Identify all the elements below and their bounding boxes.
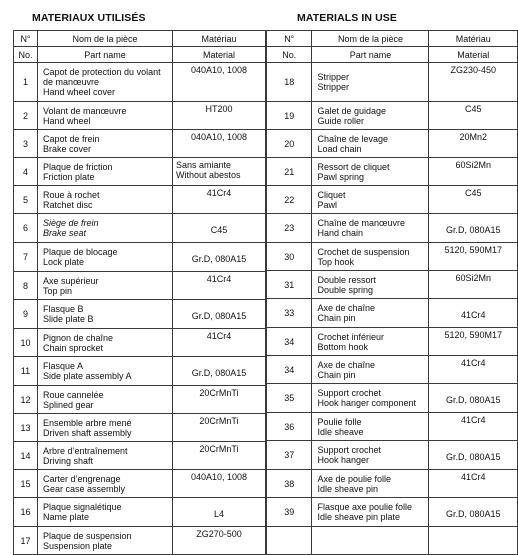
material-cell bbox=[429, 186, 518, 214]
part-name-cell bbox=[312, 498, 429, 527]
header-number: N° bbox=[14, 31, 38, 47]
material-value: 040A10, 1008 bbox=[190, 472, 248, 482]
row-number: 17 bbox=[14, 527, 38, 555]
row-number: 39 bbox=[267, 498, 312, 527]
table-row bbox=[267, 63, 518, 102]
material-cell bbox=[429, 470, 518, 498]
right-table-body bbox=[267, 31, 518, 555]
material-cell bbox=[429, 328, 518, 356]
material-value: ZG230-450 bbox=[450, 65, 496, 75]
material-value: L4 bbox=[213, 508, 224, 519]
header-material: Material bbox=[429, 47, 518, 63]
part-name-english: Hook hanger bbox=[317, 455, 370, 465]
part-name-english: Hand chain bbox=[317, 228, 364, 238]
table-row bbox=[14, 186, 266, 214]
part-name-cell bbox=[38, 357, 173, 386]
part-name-cell bbox=[312, 214, 429, 243]
part-name-english: Idle sheave pin plate bbox=[317, 512, 401, 522]
right-materials-table bbox=[266, 30, 518, 555]
material-cell bbox=[429, 243, 518, 271]
part-name-cell bbox=[38, 130, 173, 158]
row-number: 7 bbox=[14, 243, 38, 272]
part-name-cell bbox=[38, 498, 173, 527]
left-table-body bbox=[14, 31, 266, 555]
table-row bbox=[267, 328, 518, 356]
right-table-title: MATERIALS IN USE bbox=[297, 12, 397, 24]
part-name-cell bbox=[38, 300, 173, 329]
material-cell bbox=[173, 243, 266, 272]
material-value: 41Cr4 bbox=[206, 188, 232, 198]
part-name-english: Chain pin bbox=[317, 313, 356, 323]
material-cell bbox=[429, 356, 518, 384]
part-name-french: Carter d’engrenage bbox=[43, 473, 121, 484]
part-name-cell bbox=[312, 470, 429, 498]
row-number: 11 bbox=[14, 357, 38, 386]
part-name-cell bbox=[38, 158, 173, 186]
row-number: 13 bbox=[14, 414, 38, 442]
part-name-cell bbox=[38, 214, 173, 243]
material-value: 60Si2Mn bbox=[455, 160, 491, 170]
part-name-french: Axe de chaîne bbox=[317, 359, 376, 370]
material-cell bbox=[429, 384, 518, 413]
row-number: 23 bbox=[267, 214, 312, 243]
row-number: 16 bbox=[14, 498, 38, 527]
part-name-french: Plaque de blocage bbox=[43, 247, 118, 257]
header-part-name: Nom de la pièce bbox=[312, 31, 429, 47]
row-number: 14 bbox=[14, 442, 38, 470]
row-number: 6 bbox=[14, 214, 38, 243]
part-name-french: Double ressort bbox=[317, 274, 377, 285]
material-cell bbox=[429, 527, 518, 555]
part-name-english: Hand wheel bbox=[43, 115, 91, 126]
table-row bbox=[14, 272, 266, 300]
table-row bbox=[267, 158, 518, 186]
table-header-row bbox=[14, 31, 266, 47]
table-row bbox=[267, 299, 518, 328]
table-row bbox=[267, 527, 518, 555]
part-name-french: Ressort de cliquet bbox=[317, 161, 390, 172]
table-row bbox=[267, 441, 518, 470]
material-value: 040A10, 1008 bbox=[190, 65, 248, 75]
part-name-french: Axe de poulie folle bbox=[317, 473, 392, 484]
part-name-french: Volant de manœuvre bbox=[43, 105, 127, 116]
material-value: Gr.D, 080A15 bbox=[191, 253, 247, 264]
part-name-english: Top hook bbox=[317, 256, 355, 267]
row-number: 22 bbox=[267, 186, 312, 214]
material-value: 20CrMnTi bbox=[199, 416, 239, 426]
material-cell bbox=[173, 63, 266, 102]
header-material: Material bbox=[173, 47, 266, 63]
part-name-french: Capot de frein bbox=[43, 133, 100, 144]
row-number: 34 bbox=[267, 328, 312, 356]
row-number: 19 bbox=[267, 102, 312, 130]
part-name-french: Siège de frein bbox=[43, 218, 99, 228]
material-value: Gr.D, 080A15 bbox=[445, 508, 501, 519]
row-number: 35 bbox=[267, 384, 312, 413]
part-name-english: Driving shaft bbox=[43, 455, 94, 466]
row-number: 37 bbox=[267, 441, 312, 470]
part-name-french: Support crochet bbox=[317, 388, 382, 398]
table-row bbox=[267, 384, 518, 413]
material-value: ZG270-500 bbox=[196, 529, 242, 539]
table-row bbox=[14, 300, 266, 329]
part-name-french: Plaque de friction bbox=[43, 161, 113, 172]
part-name-cell bbox=[38, 63, 173, 102]
table-row bbox=[14, 442, 266, 470]
material-cell bbox=[173, 386, 266, 414]
row-number: 34 bbox=[267, 356, 312, 384]
material-cell bbox=[173, 414, 266, 442]
part-name-cell bbox=[312, 441, 429, 470]
row-number: 4 bbox=[14, 158, 38, 186]
part-name-cell bbox=[38, 102, 173, 130]
material-value: 41Cr4 bbox=[206, 331, 232, 341]
material-value: 41Cr4 bbox=[460, 309, 486, 320]
part-name-french: Pignon de chaîne bbox=[43, 332, 114, 343]
part-name-english: Brake cover bbox=[43, 143, 92, 154]
table-row bbox=[14, 243, 266, 272]
part-name-french: Roue cannelée bbox=[43, 389, 104, 400]
material-cell bbox=[429, 299, 518, 328]
table-header-row bbox=[267, 31, 518, 47]
table-row bbox=[14, 386, 266, 414]
table-row bbox=[267, 413, 518, 441]
material-cell bbox=[173, 102, 266, 130]
header-part-name: Part name bbox=[312, 47, 429, 63]
part-name-english: Lock plate bbox=[43, 257, 85, 267]
row-number: 15 bbox=[14, 470, 38, 498]
material-value: 41Cr4 bbox=[460, 472, 486, 482]
material-value: Gr.D, 080A15 bbox=[191, 367, 247, 378]
table-row bbox=[14, 357, 266, 386]
table-row bbox=[267, 243, 518, 271]
row-number: 21 bbox=[267, 158, 312, 186]
header-material: Matériau bbox=[429, 31, 518, 47]
part-name-english: Splined gear bbox=[43, 399, 94, 410]
row-number: 12 bbox=[14, 386, 38, 414]
part-name-english: Stripper bbox=[317, 82, 349, 92]
part-name-english: Pawl spring bbox=[317, 171, 365, 182]
part-name-english: Idle sheave pin bbox=[317, 483, 379, 494]
part-name-french: Roue à rochet bbox=[43, 189, 100, 200]
part-name-english: Top pin bbox=[43, 285, 73, 296]
row-number: 1 bbox=[14, 63, 38, 102]
part-name-french: Chaîne de manœuvre bbox=[317, 218, 406, 228]
part-name-english: Chain sprocket bbox=[43, 342, 104, 353]
header-number: No. bbox=[14, 47, 38, 63]
row-number: 9 bbox=[14, 300, 38, 329]
material-value: 5120, 590M17 bbox=[444, 330, 502, 340]
part-name-french: Plaque signalétique bbox=[43, 502, 122, 512]
part-name-french: Support crochet bbox=[317, 445, 382, 455]
part-name-english: Gear case assembly bbox=[43, 483, 126, 494]
material-cell bbox=[429, 498, 518, 527]
material-value: HT200 bbox=[205, 104, 233, 114]
part-name-french: Flasque axe poulie folle bbox=[317, 502, 413, 512]
part-name-english: Double spring bbox=[317, 284, 374, 295]
material-value: 41Cr4 bbox=[460, 358, 486, 368]
part-name-cell bbox=[312, 158, 429, 186]
material-cell bbox=[173, 329, 266, 357]
material-cell bbox=[429, 271, 518, 299]
material-value: 41Cr4 bbox=[206, 274, 232, 284]
part-name-cell bbox=[312, 130, 429, 158]
part-name-cell bbox=[312, 413, 429, 441]
table-row bbox=[14, 329, 266, 357]
row-number: 31 bbox=[267, 271, 312, 299]
part-name-cell bbox=[312, 63, 429, 102]
material-cell bbox=[429, 130, 518, 158]
table-row bbox=[14, 414, 266, 442]
part-name-french: Stripper bbox=[317, 72, 349, 82]
part-name-english: Suspension plate bbox=[43, 540, 113, 551]
table-row bbox=[267, 356, 518, 384]
part-name-cell bbox=[312, 328, 429, 356]
header-part-name: Part name bbox=[38, 47, 173, 63]
table-row bbox=[14, 158, 266, 186]
row-number: 20 bbox=[267, 130, 312, 158]
header-part-name: Nom de la pièce bbox=[38, 31, 173, 47]
material-value: Sans amiante bbox=[176, 160, 232, 170]
part-name-english: Slide plate B bbox=[43, 314, 94, 324]
part-name-english: Brake seat bbox=[43, 228, 87, 238]
part-name-french: Axe de chaîne bbox=[317, 303, 376, 313]
material-value: 20CrMnTi bbox=[199, 444, 239, 454]
row-number: 38 bbox=[267, 470, 312, 498]
part-name-english: Bottom hook bbox=[317, 341, 369, 352]
material-value: Gr.D, 080A15 bbox=[445, 224, 501, 235]
part-name-french: Plaque de suspension bbox=[43, 530, 132, 541]
table-row bbox=[14, 130, 266, 158]
table-row bbox=[267, 102, 518, 130]
table-row bbox=[267, 186, 518, 214]
material-cell bbox=[173, 186, 266, 214]
part-name-cell bbox=[38, 186, 173, 214]
material-value: Gr.D, 080A15 bbox=[445, 394, 501, 405]
part-name-french: Poulie folle bbox=[317, 416, 362, 427]
part-name-french: Capot de protection du volant de manœuvre bbox=[43, 67, 161, 87]
material-value: 41Cr4 bbox=[460, 415, 486, 425]
part-name-cell bbox=[312, 356, 429, 384]
material-value: 5120, 590M17 bbox=[444, 245, 502, 255]
table-row bbox=[267, 214, 518, 243]
part-name-french: Axe supérieur bbox=[43, 275, 99, 286]
material-value: Gr.D, 080A15 bbox=[191, 310, 247, 321]
row-number: 10 bbox=[14, 329, 38, 357]
table-row bbox=[14, 527, 266, 555]
material-value-secondary: Without abestos bbox=[176, 170, 241, 180]
table-row bbox=[14, 102, 266, 130]
row-number: 8 bbox=[14, 272, 38, 300]
material-cell bbox=[173, 272, 266, 300]
row-number bbox=[267, 527, 312, 555]
material-cell bbox=[173, 527, 266, 555]
table-row bbox=[267, 470, 518, 498]
material-value: 20CrMnTi bbox=[199, 388, 239, 398]
part-name-english: Driven shaft assembly bbox=[43, 427, 132, 438]
part-name-cell bbox=[312, 299, 429, 328]
part-name-english: Load chain bbox=[317, 143, 362, 154]
part-name-english: Side plate assembly A bbox=[43, 371, 132, 381]
part-name-cell bbox=[38, 386, 173, 414]
left-table-title: MATERIAUX UTILISÉS bbox=[32, 12, 146, 24]
part-name-french: Chaîne de levage bbox=[317, 133, 389, 144]
part-name-english: Hook hanger component bbox=[317, 398, 417, 408]
row-number: 30 bbox=[267, 243, 312, 271]
material-value: C45 bbox=[464, 188, 482, 198]
part-name-cell bbox=[312, 271, 429, 299]
part-name-french: Flasque B bbox=[43, 304, 84, 314]
part-name-french: Flasque A bbox=[43, 361, 84, 371]
part-name-english: Chain pin bbox=[317, 369, 356, 380]
row-number: 36 bbox=[267, 413, 312, 441]
table-row bbox=[14, 498, 266, 527]
row-number: 33 bbox=[267, 299, 312, 328]
part-name-english: Idle sheave bbox=[317, 426, 364, 437]
table-header-row bbox=[267, 47, 518, 63]
material-cell bbox=[173, 300, 266, 329]
part-name-french: Crochet inférieur bbox=[317, 331, 385, 342]
part-name-cell bbox=[38, 527, 173, 555]
part-name-cell bbox=[312, 527, 429, 555]
part-name-english: Pawl bbox=[317, 199, 337, 210]
part-name-french: Crochet de suspension bbox=[317, 246, 410, 257]
part-name-cell bbox=[312, 243, 429, 271]
part-name-cell bbox=[38, 414, 173, 442]
row-number: 18 bbox=[267, 63, 312, 102]
row-number: 5 bbox=[14, 186, 38, 214]
part-name-english: Guide roller bbox=[317, 115, 365, 126]
row-number: 3 bbox=[14, 130, 38, 158]
part-name-english: Ratchet disc bbox=[43, 199, 93, 210]
material-cell bbox=[173, 158, 266, 186]
part-name-cell bbox=[38, 329, 173, 357]
part-name-cell bbox=[38, 470, 173, 498]
table-row bbox=[267, 271, 518, 299]
material-value: C45 bbox=[210, 224, 228, 235]
material-cell bbox=[173, 498, 266, 527]
material-cell bbox=[173, 470, 266, 498]
part-name-french: Galet de guidage bbox=[317, 105, 387, 116]
part-name-cell bbox=[312, 384, 429, 413]
part-name-english: Name plate bbox=[43, 512, 90, 522]
table-row bbox=[14, 63, 266, 102]
material-cell bbox=[173, 357, 266, 386]
material-cell bbox=[429, 214, 518, 243]
part-name-cell bbox=[312, 102, 429, 130]
material-cell bbox=[173, 214, 266, 243]
material-cell bbox=[429, 413, 518, 441]
row-number: 2 bbox=[14, 102, 38, 130]
table-row bbox=[267, 130, 518, 158]
material-value: 20Mn2 bbox=[459, 132, 487, 142]
part-name-english: Hand wheel cover bbox=[43, 87, 116, 97]
material-value: 60Si2Mn bbox=[455, 273, 491, 283]
table-header-row bbox=[14, 47, 266, 63]
part-name-cell bbox=[38, 243, 173, 272]
material-cell bbox=[429, 102, 518, 130]
part-name-french: Cliquet bbox=[317, 189, 346, 200]
left-materials-table bbox=[13, 30, 266, 555]
part-name-cell bbox=[38, 442, 173, 470]
header-number: No. bbox=[267, 47, 312, 63]
part-name-cell bbox=[312, 186, 429, 214]
material-cell bbox=[173, 130, 266, 158]
header-number: N° bbox=[267, 31, 312, 47]
header-material: Matériau bbox=[173, 31, 266, 47]
material-cell bbox=[173, 442, 266, 470]
material-cell bbox=[429, 158, 518, 186]
table-row bbox=[14, 214, 266, 243]
material-cell bbox=[429, 63, 518, 102]
material-value: Gr.D, 080A15 bbox=[445, 451, 501, 462]
part-name-cell bbox=[38, 272, 173, 300]
material-value: C45 bbox=[464, 104, 482, 114]
part-name-french: Ensemble arbre mené bbox=[43, 417, 132, 428]
material-value: 040A10, 1008 bbox=[190, 132, 248, 142]
part-name-french: Arbre d’entraînement bbox=[43, 445, 128, 456]
table-row bbox=[267, 498, 518, 527]
part-name-english: Friction plate bbox=[43, 171, 95, 182]
material-cell bbox=[429, 441, 518, 470]
table-row bbox=[14, 470, 266, 498]
